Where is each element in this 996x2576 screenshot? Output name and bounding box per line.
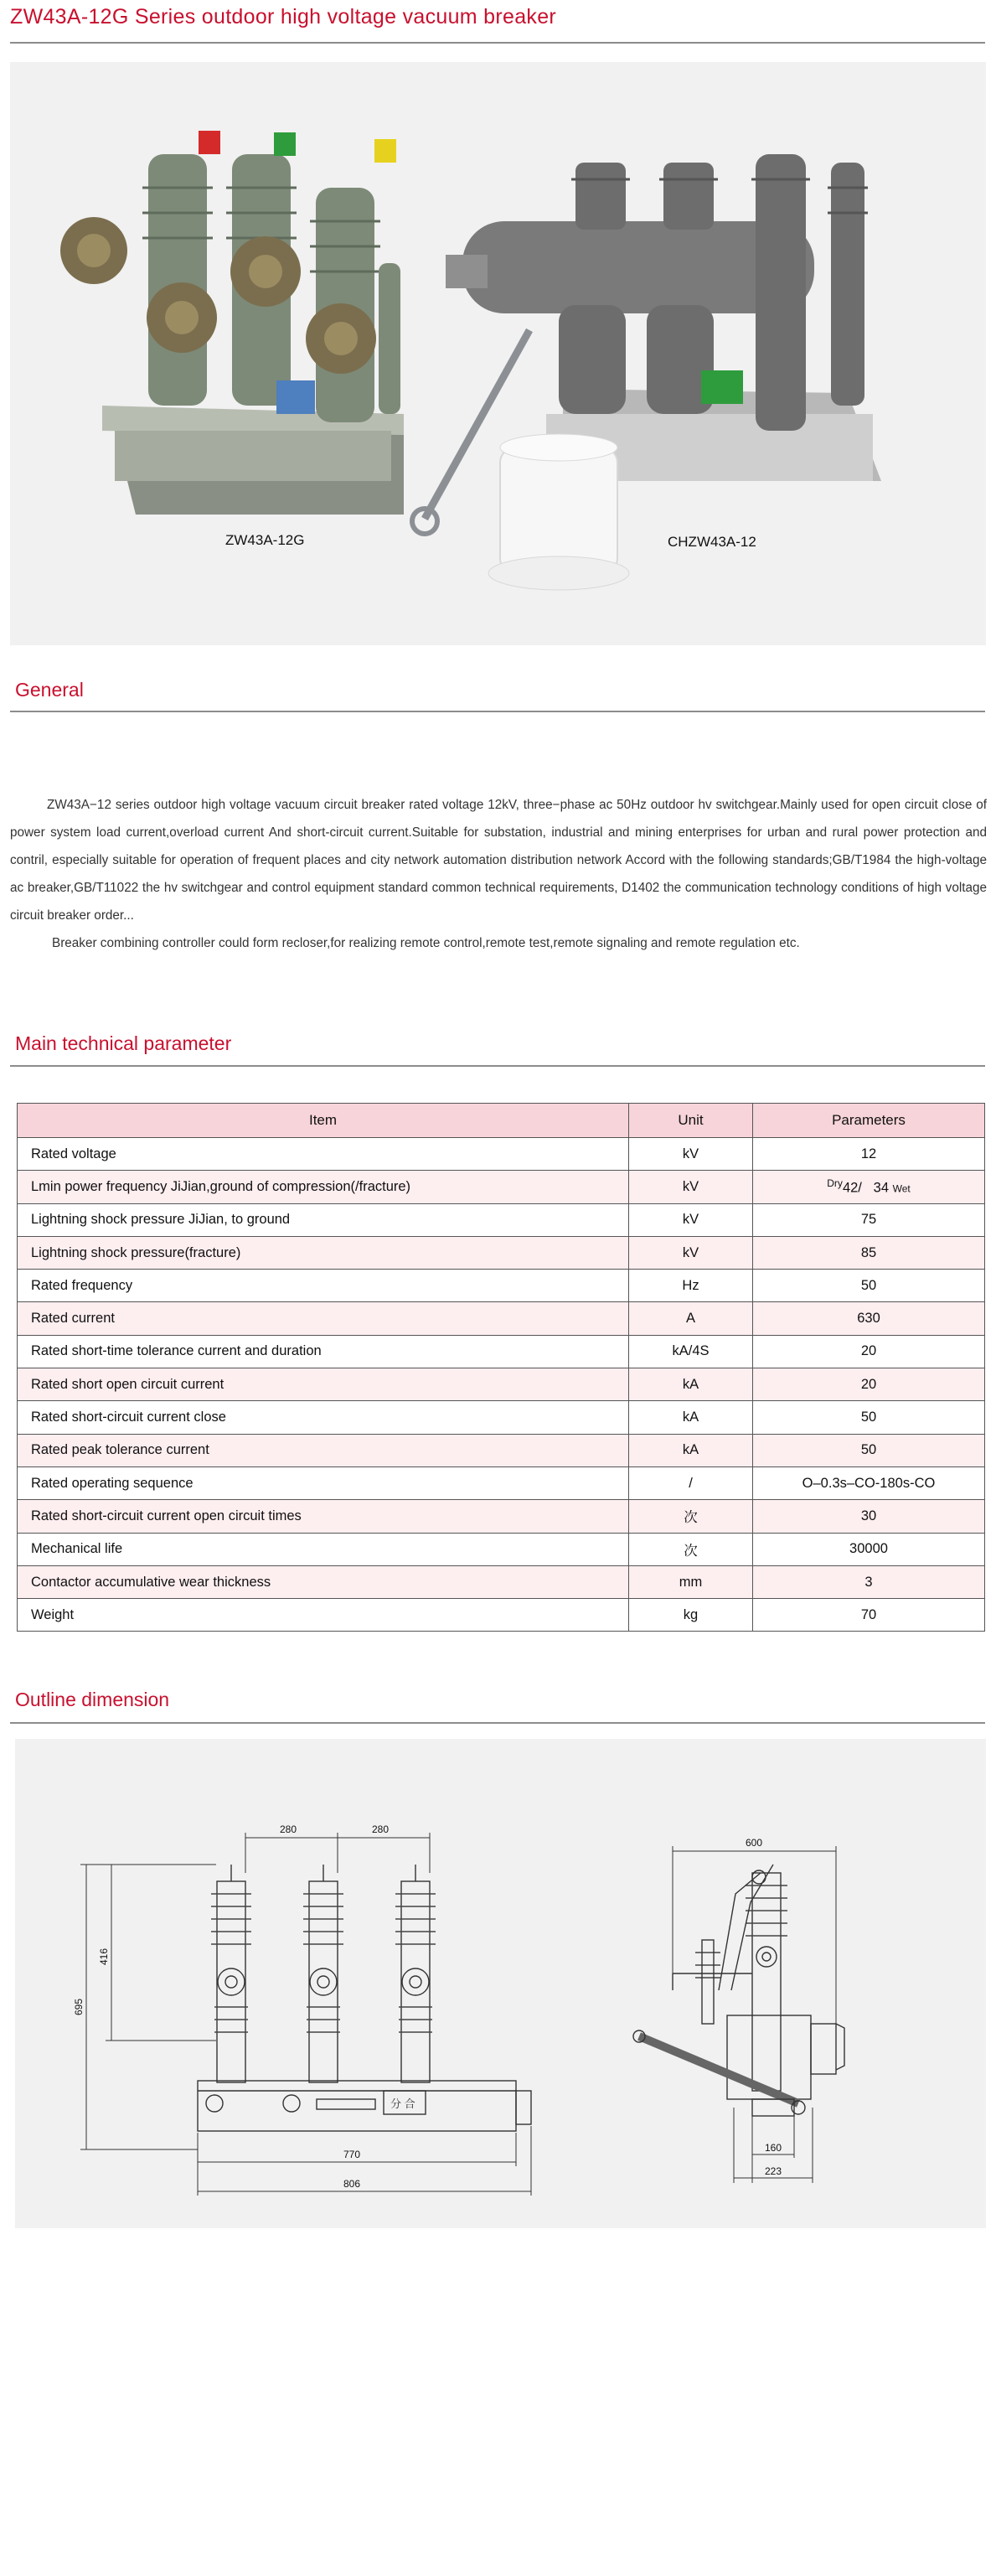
- param-unit: kA: [629, 1368, 753, 1401]
- parameter-table: [17, 1103, 985, 1632]
- table-row: [18, 1533, 985, 1565]
- dim-pitch-b: 280: [372, 1823, 390, 1835]
- page-title: ZW43A-12G Series outdoor high voltage vacuum breaker: [10, 5, 557, 28]
- dim-base-inner: 160: [765, 2142, 782, 2154]
- dry-value: 42/: [842, 1180, 862, 1196]
- dim-height-upper: 416: [98, 1948, 110, 1965]
- param-value: 75: [753, 1203, 985, 1236]
- param-unit: kV: [629, 1171, 753, 1203]
- title-divider: [10, 42, 985, 44]
- param-value: 30: [753, 1500, 985, 1533]
- param-unit: kA: [629, 1434, 753, 1466]
- param-item: Rated short-circuit current open circuit times: [18, 1500, 629, 1533]
- param-unit: A: [629, 1302, 753, 1335]
- param-item: Mechanical life: [18, 1533, 629, 1565]
- param-value: 50: [753, 1401, 985, 1434]
- chzw43a-12-breaker-image: [446, 154, 881, 590]
- param-item: Lmin power frequency JiJian,ground of compression(/fracture): [18, 1171, 629, 1203]
- right-product-caption: CHZW43A-12: [668, 534, 756, 550]
- left-product-caption: ZW43A-12G: [225, 532, 305, 548]
- outline-divider: [10, 1722, 985, 1724]
- param-item: Rated short-time tolerance current and duration: [18, 1335, 629, 1368]
- dim-width-total: 806: [343, 2178, 361, 2190]
- table-row: [18, 1466, 985, 1499]
- param-value: 20: [753, 1368, 985, 1401]
- table-row: [18, 1236, 985, 1269]
- param-value: 30000: [753, 1533, 985, 1565]
- param-value: 630: [753, 1302, 985, 1335]
- dim-side-depth: 600: [746, 1837, 763, 1849]
- table-row: [18, 1500, 985, 1533]
- param-unit: Hz: [629, 1270, 753, 1302]
- wet-label: Wet: [892, 1182, 911, 1195]
- param-unit: kg: [629, 1599, 753, 1632]
- table-row: [18, 1171, 985, 1203]
- param-item: Rated current: [18, 1302, 629, 1335]
- param-item: Rated peak tolerance current: [18, 1434, 629, 1466]
- param-unit: kV: [629, 1236, 753, 1269]
- param-value: O–0.3s–CO-180s-CO: [753, 1466, 985, 1499]
- general-paragraph-1: ZW43A−12 series outdoor high voltage vacuum circuit breaker rated voltage 12kV, three−phase ac 50Hz outdoor hv switchgear.Mainly used for open circuit close of power system load current,overload current And short-circuit current.Suitable for substation, industrial and mining enterprises for urban and rural power protection and contril, especially suitable for operation of frequent places and city network automation distribution network Accord with the following standards;GB/T1984 the high-voltage ac breaker,GB/T11022 the hv switchgear and control equipment standard common technical requirements, D1402 the communication technology conditions of high voltage circuit breaker order...: [10, 798, 987, 923]
- general-divider: [10, 711, 985, 712]
- table-row: [18, 1434, 985, 1466]
- table-row: [18, 1203, 985, 1236]
- dim-width-inner: 770: [343, 2149, 361, 2160]
- parameters-heading: Main technical parameter: [15, 1032, 232, 1054]
- column-header-parameters: Parameters: [753, 1104, 985, 1138]
- param-value: 50: [753, 1434, 985, 1466]
- param-unit: /: [629, 1466, 753, 1499]
- param-item: Lightning shock pressure(fracture): [18, 1236, 629, 1269]
- dry-label: Dry: [827, 1177, 843, 1190]
- table-row: [18, 1401, 985, 1434]
- param-item: Rated frequency: [18, 1270, 629, 1302]
- product-photo-panel: [10, 62, 986, 645]
- wet-value: 34: [873, 1180, 889, 1196]
- param-value: 3: [753, 1565, 985, 1598]
- side-view-drawing: [633, 1837, 844, 2183]
- param-unit: 次: [629, 1533, 753, 1565]
- general-heading: General: [15, 679, 84, 701]
- table-row: [18, 1599, 985, 1632]
- product-photo: [10, 62, 986, 645]
- front-phase-label: 分 合: [390, 2098, 415, 2110]
- column-header-item: Item: [18, 1104, 629, 1138]
- table-header-row: [18, 1104, 985, 1138]
- param-item: Rated short-circuit current close: [18, 1401, 629, 1434]
- table-row: [18, 1565, 985, 1598]
- parameters-divider: [10, 1065, 985, 1067]
- param-unit: kV: [629, 1138, 753, 1171]
- general-description: [10, 791, 987, 957]
- table-row: [18, 1335, 985, 1368]
- param-value: 85: [753, 1236, 985, 1269]
- outline-drawing: [15, 1739, 986, 2228]
- param-unit: kV: [629, 1203, 753, 1236]
- param-unit: 次: [629, 1500, 753, 1533]
- param-unit: mm: [629, 1565, 753, 1598]
- param-item: Rated operating sequence: [18, 1466, 629, 1499]
- param-item: Rated short open circuit current: [18, 1368, 629, 1401]
- outline-drawing-panel: [15, 1739, 986, 2228]
- param-unit: kA/4S: [629, 1335, 753, 1368]
- dim-base-outer: 223: [765, 2165, 782, 2177]
- param-item: Lightning shock pressure JiJian, to ground: [18, 1203, 629, 1236]
- column-header-unit: Unit: [629, 1104, 753, 1138]
- param-value: 20: [753, 1335, 985, 1368]
- general-paragraph-2: Breaker combining controller could form recloser,for realizing remote control,remote test,remote signaling and remote regulation etc.: [52, 936, 800, 950]
- param-value: 12: [753, 1138, 985, 1171]
- param-item: Weight: [18, 1599, 629, 1632]
- param-item: Rated voltage: [18, 1138, 629, 1171]
- outline-heading: Outline dimension: [15, 1689, 170, 1710]
- dim-height-total: 695: [73, 1998, 85, 2015]
- param-value: [753, 1171, 985, 1203]
- table-row: [18, 1270, 985, 1302]
- param-value: 70: [753, 1599, 985, 1632]
- table-row: [18, 1302, 985, 1335]
- param-item: Contactor accumulative wear thickness: [18, 1565, 629, 1598]
- table-row: [18, 1368, 985, 1401]
- table-row: [18, 1138, 985, 1171]
- param-value: 50: [753, 1270, 985, 1302]
- dim-pitch-a: 280: [280, 1823, 297, 1835]
- zw43a-12g-breaker-image: [60, 131, 529, 534]
- param-unit: kA: [629, 1401, 753, 1434]
- front-view-drawing: [73, 1823, 531, 2196]
